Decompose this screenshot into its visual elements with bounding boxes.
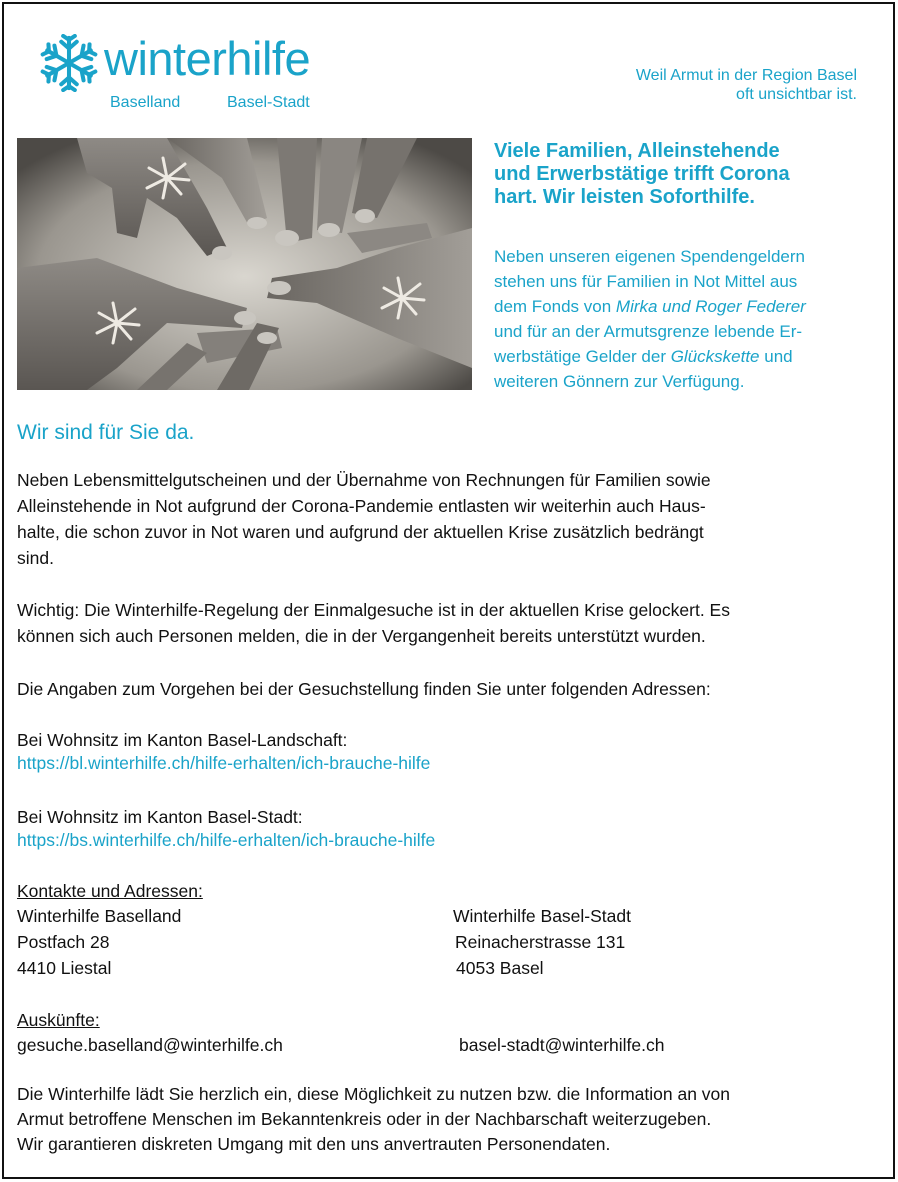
contact-left-name: Winterhilfe Baselland bbox=[17, 906, 182, 926]
tagline bbox=[557, 66, 857, 104]
contact-right-name: Winterhilfe Basel-Stadt bbox=[453, 906, 631, 926]
paragraph-important bbox=[17, 597, 887, 649]
intro-line: Neben unseren eigenen Spendengeldern bbox=[494, 247, 805, 266]
tagline-line: Weil Armut in der Region Basel bbox=[635, 67, 857, 84]
body-line: Wir garantieren diskreten Umgang mit den uns anvertrauten Personendaten. bbox=[17, 1134, 611, 1154]
body-line: Armut betroffene Menschen im Bekanntenkreis oder in der Nachbarschaft weiterzugeben. bbox=[17, 1109, 712, 1129]
body-line: Die Winterhilfe lädt Sie herzlich ein, diese Möglichkeit zu nutzen bzw. die Information an von bbox=[17, 1084, 731, 1104]
body-line: halte, die schon zuvor in Not waren und aufgrund der aktuellen Krise zusätzlich bedrängt bbox=[17, 522, 704, 542]
snowflake-icon bbox=[40, 34, 98, 92]
logo-region-basel-stadt: Basel-Stadt bbox=[227, 94, 310, 111]
contact-right-street: Reinacherstrasse 131 bbox=[455, 932, 626, 952]
bs-label: Bei Wohnsitz im Kanton Basel-Stadt: bbox=[17, 807, 303, 827]
intro-line bbox=[494, 294, 889, 319]
contacts-heading: Kontakte und Adressen: bbox=[17, 881, 203, 901]
intro-italic-federer: Mirka und Roger Federer bbox=[615, 297, 806, 316]
headline-line: hart. Wir leisten Soforthilfe. bbox=[494, 186, 755, 208]
bl-label: Bei Wohnsitz im Kanton Basel-Landschaft: bbox=[17, 730, 348, 750]
paragraph-support bbox=[17, 467, 887, 571]
logo-region-baselland: Baselland bbox=[110, 94, 181, 111]
logo-wordmark: winterhilfe bbox=[104, 32, 311, 85]
body-line: können sich auch Personen melden, die in der Vergangenheit bereits unterstützt wurden. bbox=[17, 626, 706, 646]
bl-help-link[interactable]: https://bl.winterhilfe.ch/hilfe-erhalten/ich-brauche-hilfe bbox=[17, 753, 431, 773]
intro-text: und bbox=[759, 347, 793, 366]
body-line: Neben Lebensmittelgutscheinen und der Übernahme von Rechnungen für Familien sowie bbox=[17, 470, 711, 490]
tagline-line: oft unsichtbar ist. bbox=[736, 86, 857, 103]
document-page bbox=[2, 2, 895, 1179]
contact-right-city: 4053 Basel bbox=[456, 958, 544, 978]
contact-left-city: 4410 Liestal bbox=[17, 958, 112, 978]
bs-help-link[interactable]: https://bs.winterhilfe.ch/hilfe-erhalten/ich-brauche-hilfe bbox=[17, 830, 436, 850]
headline-line: Viele Familien, Alleinstehende bbox=[494, 140, 780, 162]
intro-text: werbstätige Gelder der bbox=[494, 347, 671, 366]
intro-paragraph bbox=[494, 244, 889, 394]
intro-italic-glueckskette: Glückskette bbox=[670, 347, 760, 366]
intro-line bbox=[494, 344, 889, 369]
winterhilfe-logo bbox=[40, 32, 340, 92]
body-line: Alleinstehende in Not aufgrund der Corona-Pandemie entlasten wir weiterhin auch Haus- bbox=[17, 496, 706, 516]
headline-line: und Erwerbstätige trifft Corona bbox=[494, 163, 790, 185]
email-baselland[interactable]: gesuche.baselland@winterhilfe.ch bbox=[17, 1035, 283, 1055]
body-line: sind. bbox=[17, 548, 54, 568]
email-basel-stadt[interactable]: basel-stadt@winterhilfe.ch bbox=[459, 1035, 665, 1055]
intro-text: dem Fonds von bbox=[494, 297, 616, 316]
intro-headline bbox=[494, 140, 884, 209]
info-heading: Auskünfte: bbox=[17, 1010, 100, 1030]
intro-line: stehen uns für Familien in Not Mittel aus bbox=[494, 272, 798, 291]
body-line: Wichtig: Die Winterhilfe-Regelung der Einmalgesuche ist in der aktuellen Krise gelockert. Es bbox=[17, 600, 730, 620]
paragraph-addresses-intro: Die Angaben zum Vorgehen bei der Gesuchstellung finden Sie unter folgenden Adressen: bbox=[17, 679, 711, 699]
hands-photo bbox=[17, 138, 472, 390]
closing-paragraph bbox=[17, 1082, 887, 1157]
intro-line: weiteren Gönnern zur Verfügung. bbox=[494, 372, 745, 391]
section-title: Wir sind für Sie da. bbox=[17, 421, 195, 444]
contact-left-street: Postfach 28 bbox=[17, 932, 110, 952]
intro-line: und für an der Armutsgrenze lebende Er- bbox=[494, 322, 803, 341]
